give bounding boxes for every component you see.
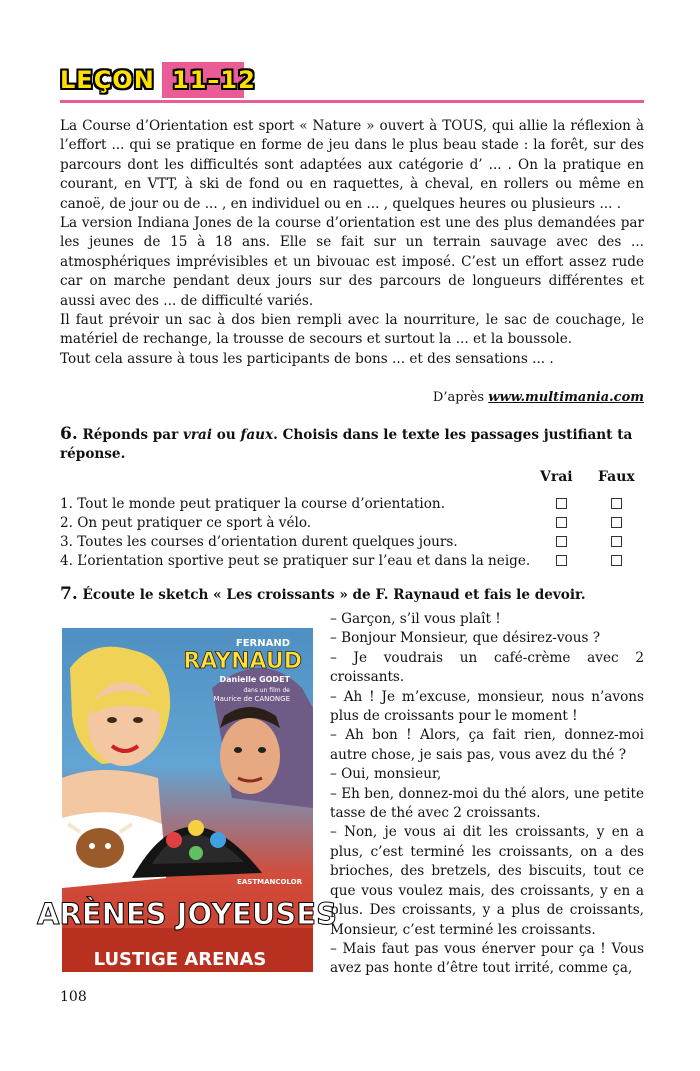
statement-2: 2. On peut pratiquer ce sport à vélo.	[60, 515, 312, 531]
poster-co-star: Danielle GODET	[219, 675, 290, 684]
statement-3: 3. Toutes les courses d’orientation durent quelques jours.	[60, 534, 458, 550]
instruction-text-2: . Choisis dans le texte les passages justifiant ta réponse.	[60, 427, 633, 462]
vrai-checkbox-2[interactable]	[556, 517, 567, 528]
lesson-number: 11–12	[172, 66, 256, 94]
instruction-vrai: vrai	[183, 427, 213, 443]
faux-checkbox-4[interactable]	[611, 555, 622, 566]
source-link[interactable]: www.multimania.com	[488, 390, 644, 405]
source-prefix: D’après	[432, 390, 485, 405]
dialogue-line: – Bonjour Monsieur, que désirez-vous ?	[330, 630, 601, 647]
exercise-6-instruction	[60, 425, 644, 464]
dialogue-line: – Mais faut pas vous énerver pour ça ! Vous avez pas honte d’être tout irrité, comme ça,	[330, 940, 644, 977]
film-poster-image	[37, 628, 337, 972]
poster-actor-first: FERNAND	[235, 638, 290, 649]
column-header-vrai: Vrai	[540, 469, 573, 485]
dialogue-line: – Ah ! Je m’excuse, monsieur, nous n’avons plus de croissants pour le moment !	[330, 688, 644, 725]
poster-credit-1: dans un film de	[243, 687, 290, 694]
poster-actor-last: RAYNAUD	[183, 649, 302, 674]
faux-checkbox-2[interactable]	[611, 517, 622, 528]
instruction-text: Écoute le sketch « Les croissants » de F. Raynaud et fais le devoir.	[82, 587, 586, 603]
lesson-label: LEÇON	[60, 66, 155, 94]
dialogue-line: – Garçon, s’il vous plaît !	[330, 611, 501, 627]
header-divider	[60, 100, 644, 103]
poster-illustration	[37, 628, 337, 972]
paragraph: La Course d’Orientation est sport « Nature » ouvert à TOUS, qui allie la réflexion à l’effort ... qui se pratique en forme de jeu dans le plus beau stade : la forêt, sur des parcours dont les difficultés sont adaptées aux catégorie d’ ... . On la pratique en courant, en VTT, à ski de fond ou en raquettes, à cheval, en rollers ou même en canoë, de jour ou de ... , en individuel ou en ... , quelques heures ou plusieurs ... .	[60, 118, 644, 212]
vrai-checkbox-4[interactable]	[556, 555, 567, 566]
paragraph: Tout cela assure à tous les participants de bons ... et des sensations ... .	[60, 350, 554, 367]
instruction-faux: faux	[240, 427, 274, 443]
vrai-checkbox-3[interactable]	[556, 536, 567, 547]
dialogue-line: – Oui, monsieur,	[330, 766, 442, 783]
page-number: 108	[60, 989, 87, 1005]
column-header-faux: Faux	[598, 469, 635, 485]
instruction-text: Réponds par	[82, 427, 179, 443]
exercise-number: 7.	[60, 584, 78, 604]
exercise-7-instruction	[60, 584, 644, 604]
paragraph: La version Indiana Jones de la course d’orientation est une des plus demandées par les jeunes de 15 à 18 ans. Elle se fait sur un terrain sauvage avec des ... atmosphériques imprévisibles et un bivouac est imposé. C’est un effort assez rude car on marche pendant deux jours sur des parcours de longueurs différentes et aussi avec des ... de difficulté variés.	[60, 215, 644, 309]
dialogue-line: – Ah bon ! Alors, ça fait rien, donnez-moi autre chose, je sais pas, vous avez du thé ?	[330, 727, 644, 763]
poster-credit-2: Maurice de CANONGE	[213, 695, 290, 703]
faux-checkbox-3[interactable]	[611, 536, 622, 547]
source-credit	[433, 390, 644, 405]
exercise-number: 6.	[60, 424, 78, 444]
statement-1: 1. Tout le monde peut pratiquer la course d’orientation.	[60, 496, 446, 512]
vrai-checkbox-1[interactable]	[556, 498, 567, 509]
dialogue-line: – Eh ben, donnez-moi du thé alors, une petite tasse de thé avec 2 croissants.	[330, 785, 644, 822]
poster-color-process: EASTMANCOLOR	[237, 878, 302, 886]
reading-text	[60, 117, 644, 369]
dialogue-line: – Je voudrais un café-crème avec 2 croissants.	[330, 649, 644, 686]
poster-subtitle: LUSTIGE ARENAS	[93, 949, 267, 970]
faux-checkbox-1[interactable]	[611, 498, 622, 509]
sketch-dialogue	[330, 610, 644, 979]
paragraph: Il faut prévoir un sac à dos bien rempli avec la nourriture, le sac de couchage, le matériel de rechange, la trousse de secours et surtout la ... et la boussole.	[60, 312, 644, 348]
instruction-ou: ou	[216, 427, 236, 443]
statement-4: 4. L’orientation sportive peut se pratiquer sur l’eau et dans la neige.	[60, 553, 531, 569]
poster-title: ARÈNES JOYEUSES	[37, 897, 337, 931]
dialogue-line: – Non, je vous ai dit les croissants, y en a plus, c’est terminé les croissants, on a des brioches, des bretzels, des biscuits, tout ce que vous voulez mais, des croissants, y en a plus. Des croissants, y a plus de croissants, Monsieur, c’est terminé les croissants.	[330, 824, 644, 938]
